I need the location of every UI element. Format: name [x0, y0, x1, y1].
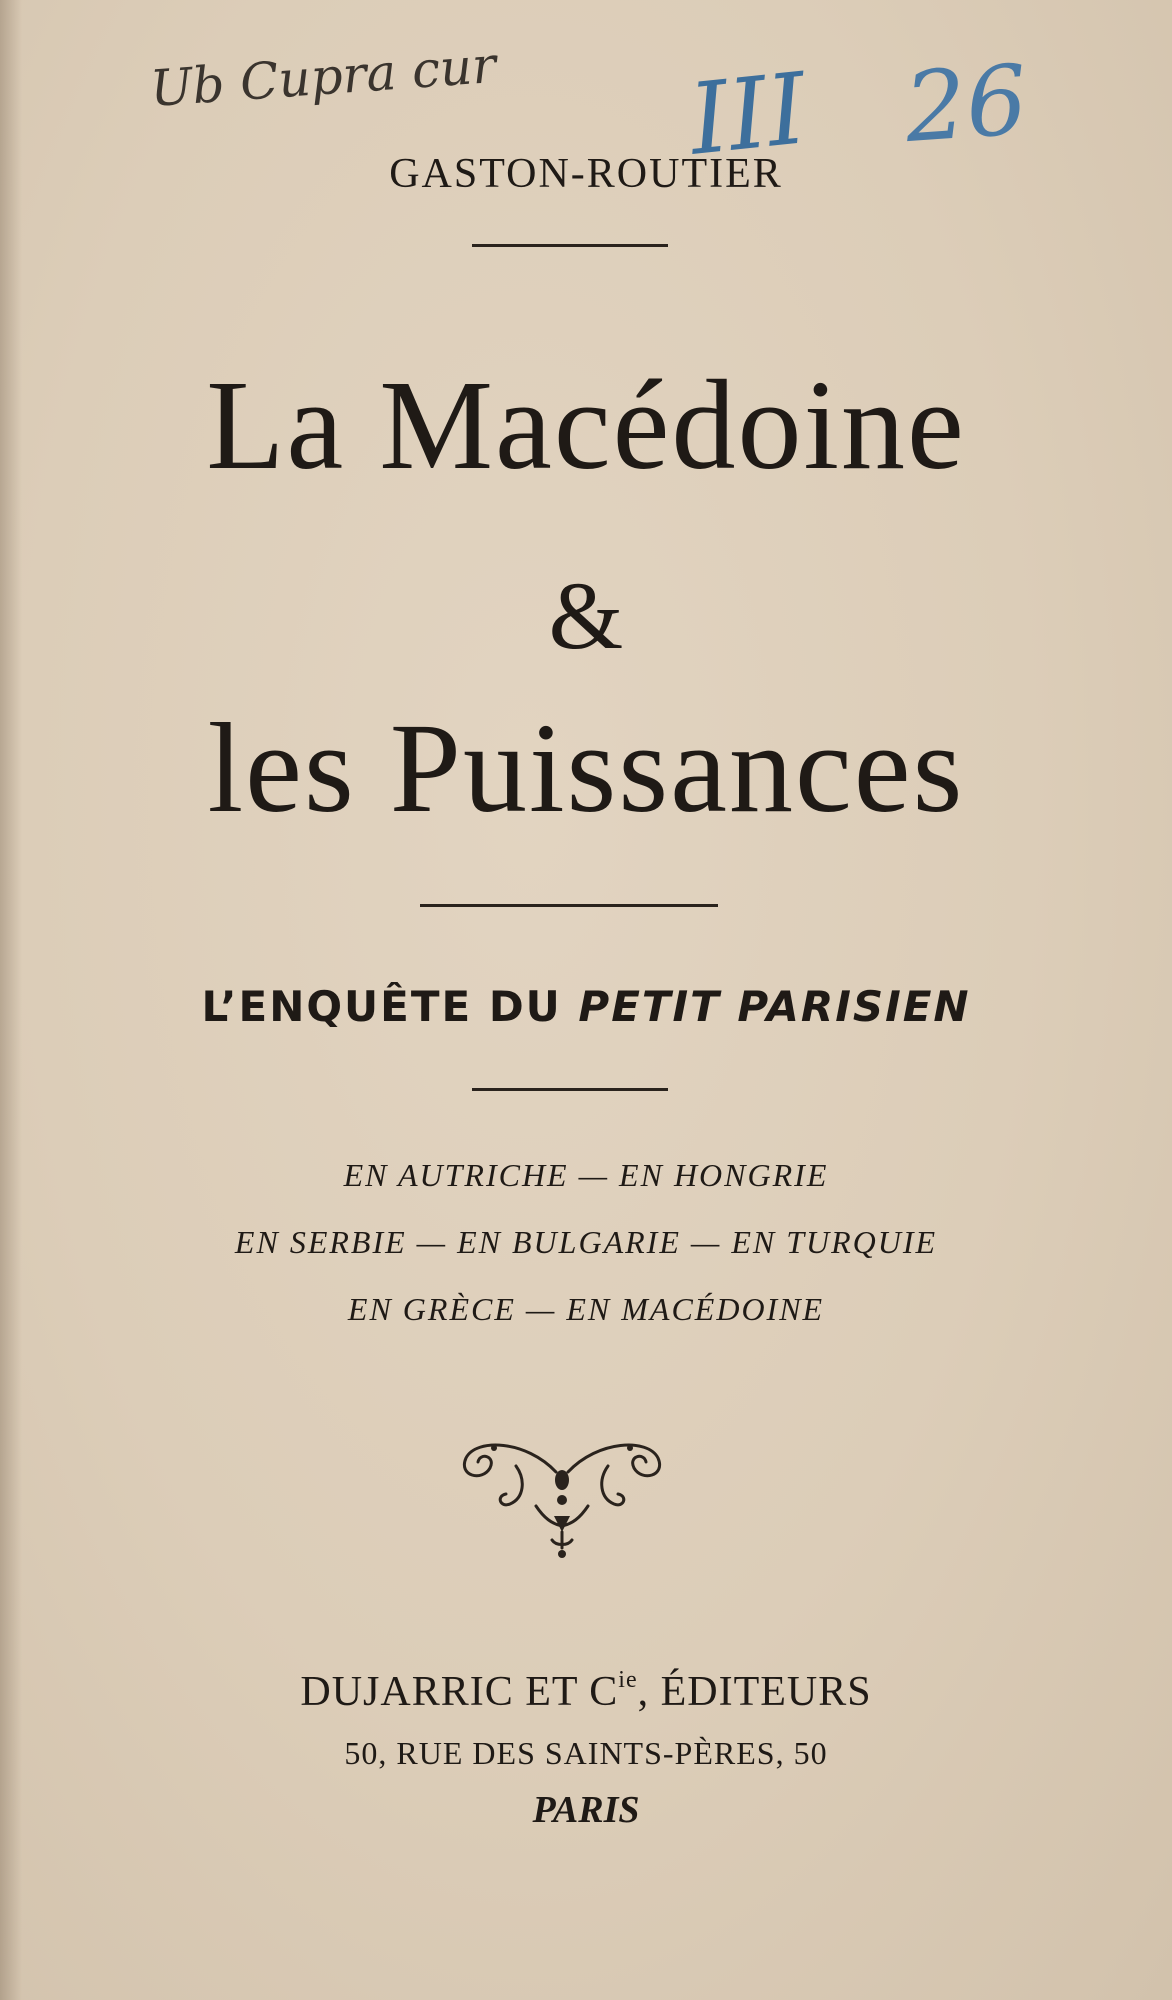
rule-lower [472, 1088, 668, 1091]
rule-middle [420, 904, 718, 907]
rule-top [472, 244, 668, 247]
publisher-address: 50, RUE DES SAINTS-PÈRES, 50 [344, 1735, 828, 1771]
location-line-2: EN SERBIE — EN BULGARIE — EN TURQUIE [234, 1224, 938, 1260]
publisher-city: PARIS [532, 1789, 640, 1831]
title-line-2: les Puissances [207, 697, 965, 839]
publisher-name [0, 1667, 1172, 1716]
subtitle-newspaper: PETIT PARISIEN [578, 982, 971, 1031]
handwritten-note-left: Ub Cupra cur [148, 35, 498, 119]
author-name: GASTON-ROUTIER [389, 151, 783, 197]
scroll-ornament-icon [456, 1420, 668, 1560]
handwritten-note-blue-a: III [684, 52, 812, 178]
title-line-1: La Macédoine [206, 354, 966, 496]
publisher-name-text: DUJARRIC ET C [300, 1669, 619, 1715]
subtitle [0, 982, 1172, 1031]
location-line-1: EN AUTRICHE — EN HONGRIE [343, 1157, 829, 1193]
publisher-name-suffix: , ÉDITEURS [637, 1669, 872, 1715]
location-line-3: EN GRÈCE — EN MACÉDOINE [347, 1291, 825, 1327]
publisher-name-sup: ie [618, 1667, 638, 1693]
subtitle-prefix: L’ENQUÊTE DU [201, 982, 562, 1031]
handwritten-note-blue-b: 26 [901, 43, 1031, 165]
title-ampersand: & [548, 562, 624, 669]
